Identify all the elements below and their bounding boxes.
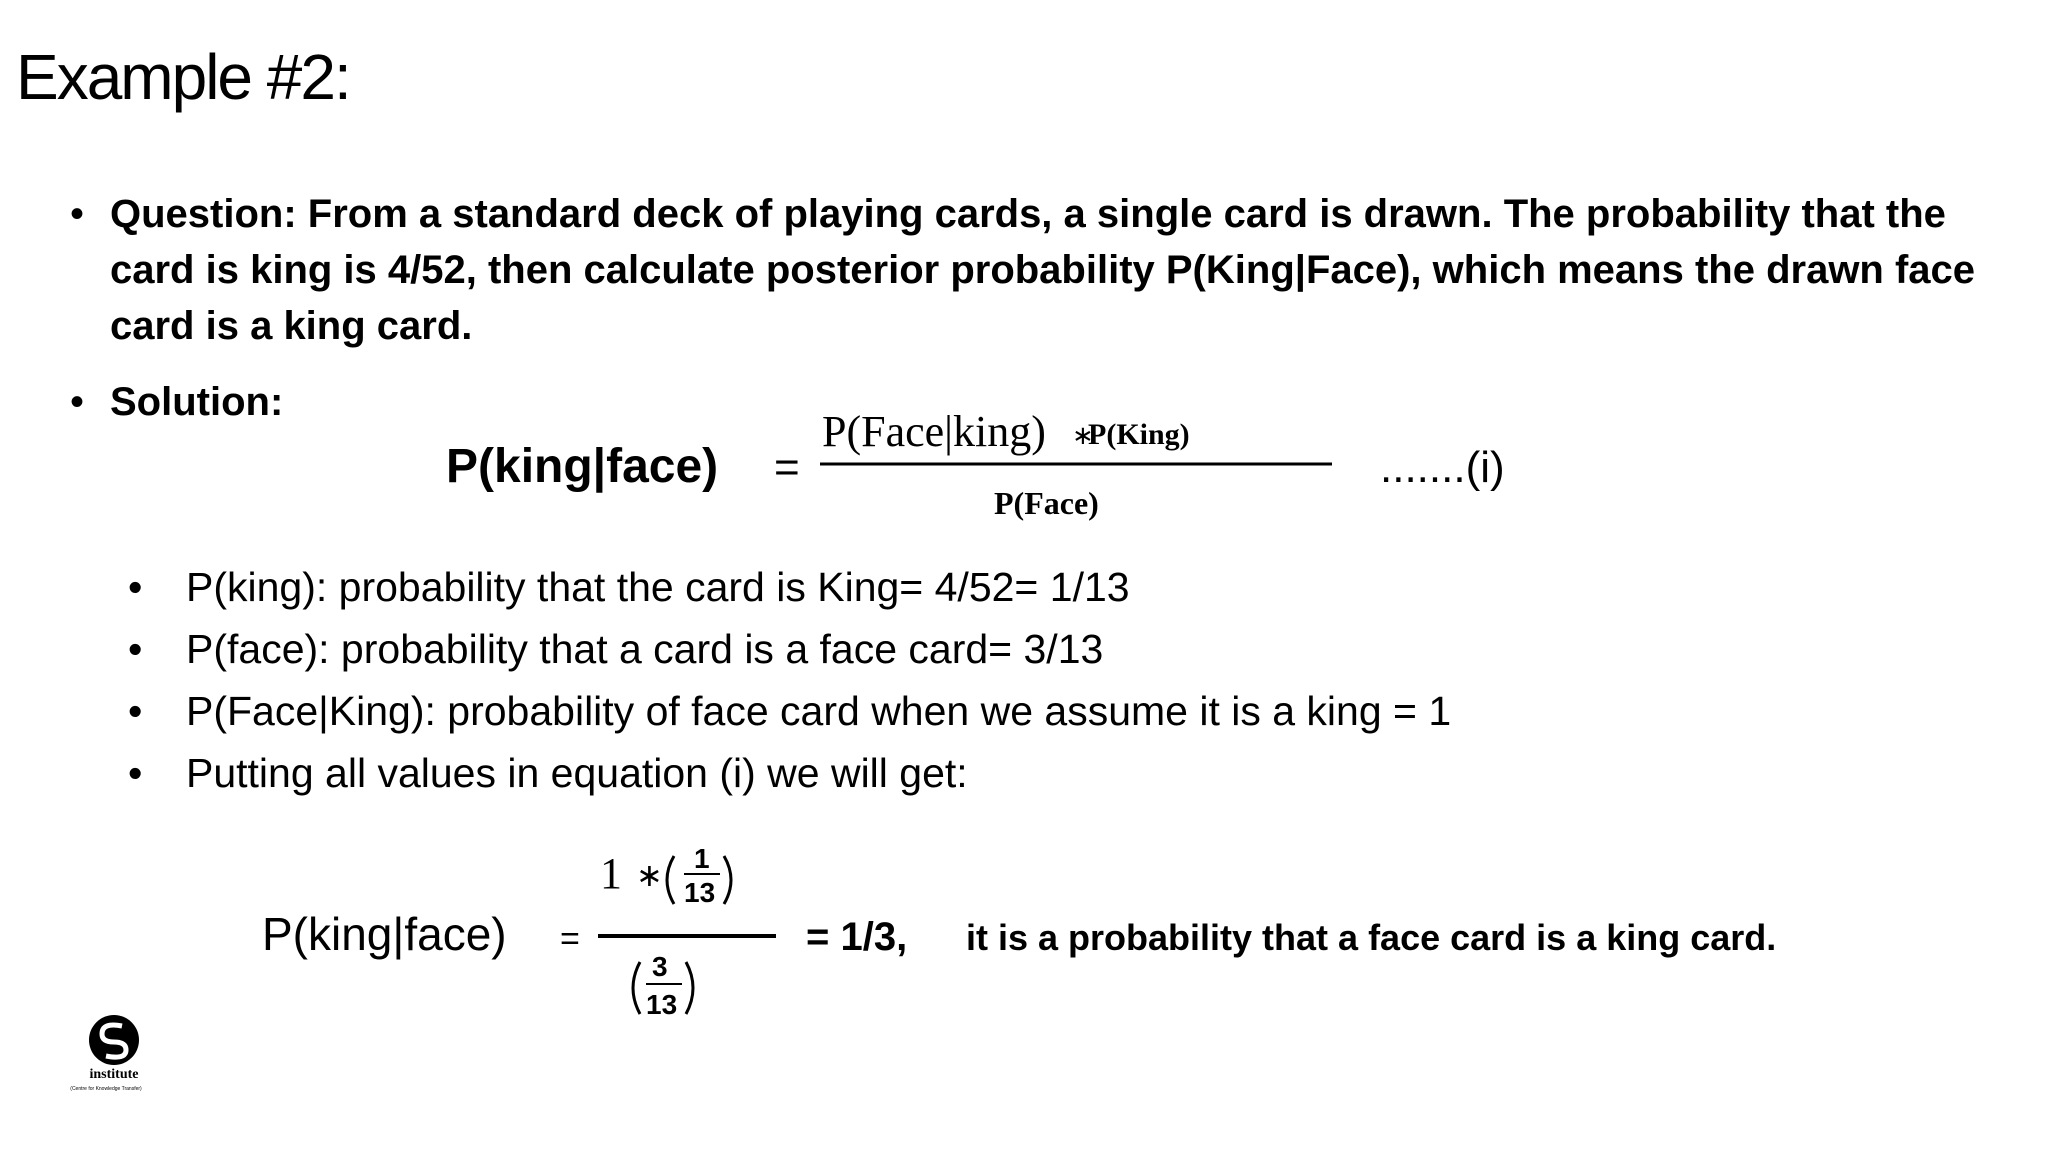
bullet-marker: • [128, 688, 143, 734]
sub-bullet-item [122, 556, 1922, 618]
result-value: = 1/3, [806, 915, 908, 959]
question-bullet [66, 186, 2006, 354]
sub-bullet-text: Putting all values in equation (i) we will get: [186, 750, 968, 796]
sub-bullet-item [122, 618, 1922, 680]
sub-bullet-text: P(king): probability that the card is King= 4/52= 1/13 [186, 564, 1130, 610]
numerator-frac-den: 13 [684, 877, 716, 908]
denominator-evidence: P(Face) [994, 485, 1099, 521]
institute-logo [56, 1014, 156, 1094]
logo-text: institute [89, 1067, 139, 1082]
bullet-marker: • [70, 380, 85, 424]
equation-lhs: P(king|face) [446, 440, 719, 493]
right-paren [686, 962, 693, 1014]
bullet-marker: • [128, 564, 143, 610]
slide-title: Example #2: [16, 41, 350, 113]
sub-bullet-text: P(face): probability that a card is a face card= 3/13 [186, 626, 1104, 672]
right-paren [724, 856, 731, 904]
equation-equals: = [774, 443, 800, 492]
numerator-one: 1 [600, 849, 622, 898]
denominator-frac-num: 3 [652, 951, 668, 982]
left-paren [633, 962, 640, 1014]
sub-bullet-item [122, 742, 1922, 804]
bullet-marker: • [128, 626, 143, 672]
denominator-frac-den: 13 [646, 989, 678, 1020]
left-paren [667, 856, 674, 904]
equation-label: .......(i) [1380, 443, 1505, 492]
result-explanation: it is a probability that a face card is a king card. [966, 917, 1777, 958]
question-text: Question: From a standard deck of playing cards, a single card is drawn. The probability that the card is king is 4/52, then calculate posterior probability P(King|Face), which means the drawn face card is a king card. [110, 192, 1976, 348]
solution-label: Solution: [110, 380, 284, 424]
result-equation [262, 836, 1922, 1036]
numerator-likelihood: P(Face|king) [822, 407, 1046, 456]
logo-tagline: (Centre for Knowledge Transfer) [70, 1086, 142, 1092]
result-lhs: P(king|face) [262, 908, 507, 960]
bayes-equation [446, 398, 1566, 538]
numerator-frac-num: 1 [694, 843, 710, 874]
sub-bullet-text: P(Face|King): probability of face card when we assume it is a king = 1 [186, 688, 1452, 734]
numerator-times: ∗ [1072, 421, 1094, 450]
numerator-times: ∗ [636, 857, 663, 893]
result-equals-sign: = [560, 920, 580, 958]
numerator-prior: P(King) [1088, 418, 1190, 451]
bullet-marker: • [128, 750, 143, 796]
main-bullet-list [66, 186, 2006, 430]
bullet-marker: • [70, 192, 85, 236]
sub-bullet-list [122, 556, 1922, 804]
sub-bullet-item [122, 680, 1922, 742]
